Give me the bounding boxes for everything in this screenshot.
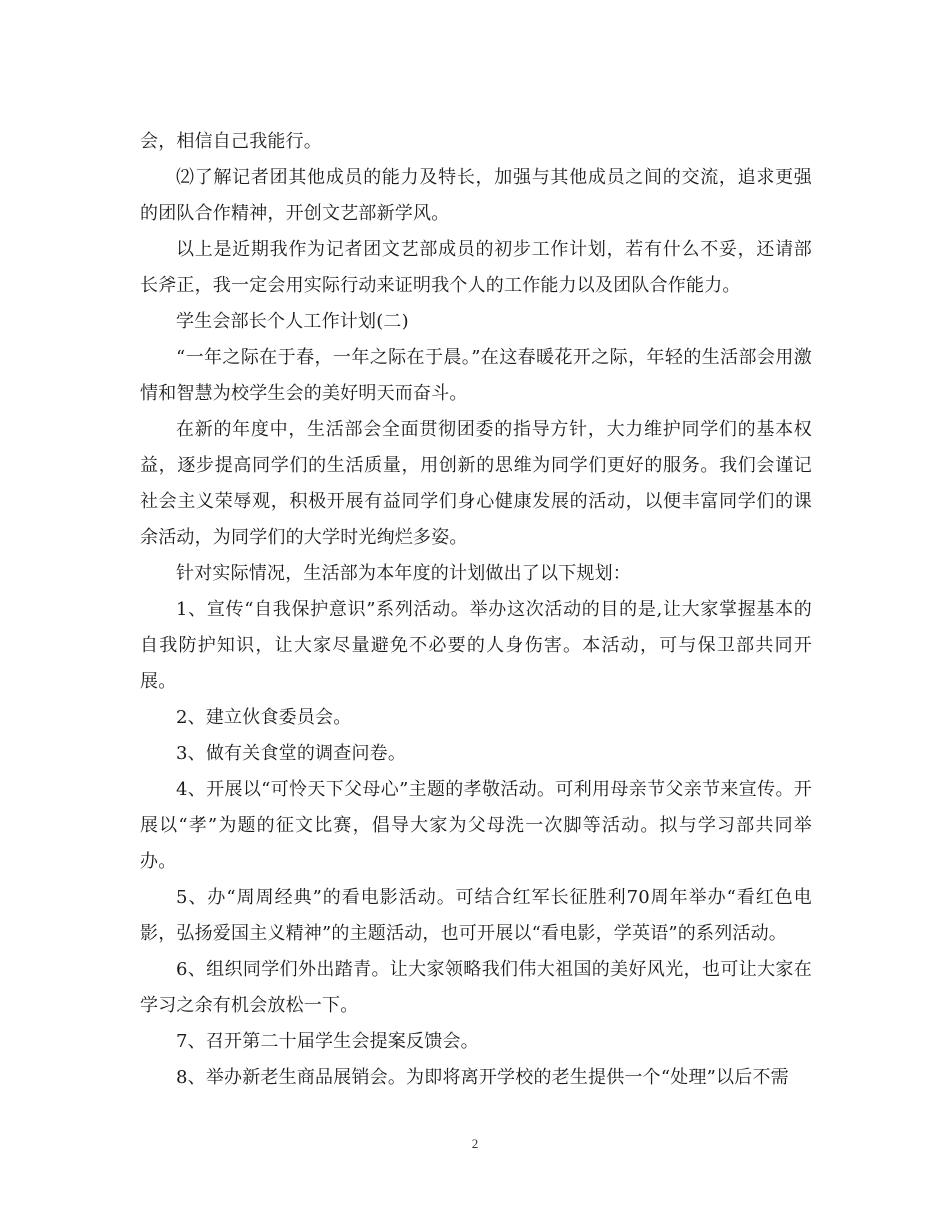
paragraph-5: 在新的年度中，生活部会全面贯彻团委的指导方针，大力维护同学们的基本权益，逐步提高同学们的生活质量，用创新的思维为同学们更好的服务。我们会谨记社会主义荣辱观，积极开展有益同学们身心健康发展的活动，以便丰富同学们的课余活动，为同学们的大学时光绚烂多姿。: [140, 419, 812, 548]
paragraph-0: 会，相信自己我能行。: [140, 131, 322, 152]
page-body: [140, 124, 812, 1096]
list-item-3: 3、做有关食堂的调查问卷。: [176, 743, 407, 764]
list-item-6: 6、组织同学们外出踏青。让大家领略我们伟大祖国的美好风光，也可让大家在学习之余有机会放松一下。: [140, 959, 812, 1016]
paragraph-1: ⑵了解记者团其他成员的能力及特长，加强与其他成员之间的交流，追求更强的团队合作精神，开创文艺部新学风。: [140, 167, 812, 224]
list-item-8: 8、举办新老生商品展销会。为即将离开学校的老生提供一个“处理”以后不需: [176, 1067, 789, 1088]
paragraph-4: “一年之际在于春，一年之际在于晨。”在这春暖花开之际，年轻的生活部会用激情和智慧为校学生会的美好明天而奋斗。: [140, 347, 812, 404]
paragraph-2: 以上是近期我作为记者团文艺部成员的初步工作计划，若有什么不妥，还请部长斧正，我一定会用实际行动来证明我个人的工作能力以及团队合作能力。: [140, 239, 812, 296]
list-item-5: 5、办“周周经典”的看电影活动。可结合红军长征胜利70周年举办“看红色电影，弘扬爱国主义精神”的主题活动，也可开展以“看电影，学英语”的系列活动。: [140, 887, 812, 944]
list-item-4: 4、开展以“可怜天下父母心”主题的孝敬活动。可利用母亲节父亲节来宣传。开展以“孝”为题的征文比赛，倡导大家为父母洗一次脚等活动。拟与学习部共同举办。: [140, 779, 812, 872]
list-item-1: 1、宣传“自我保护意识”系列活动。举办这次活动的目的是,让大家掌握基本的自我防护知识，让大家尽量避免不必要的人身伤害。本活动，可与保卫部共同开展。: [140, 599, 812, 692]
page-number: 2: [471, 1136, 479, 1151]
list-item-7: 7、召开第二十届学生会提案反馈会。: [176, 1031, 479, 1052]
paragraph-6: 针对实际情况，生活部为本年度的计划做出了以下规划：: [176, 563, 631, 584]
section-heading: 学生会部长个人工作计划(二): [176, 311, 409, 332]
list-item-2: 2、建立伙食委员会。: [176, 707, 352, 728]
